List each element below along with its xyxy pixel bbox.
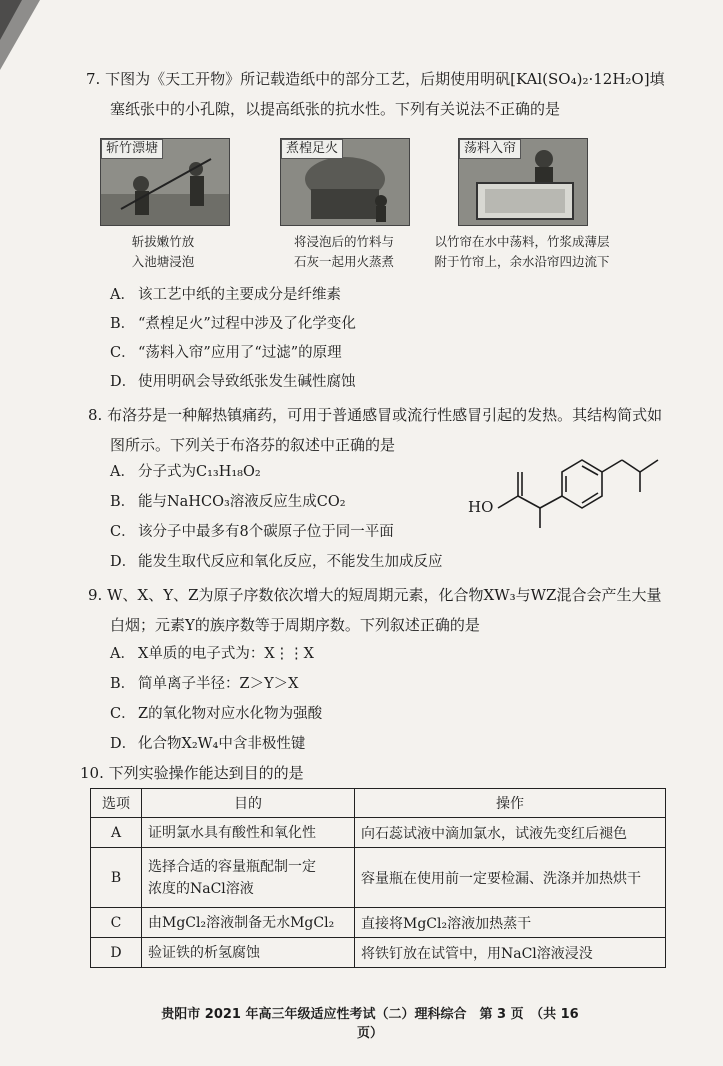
- q7-caption-1: [108, 232, 218, 272]
- q10-row-c-option: C: [91, 908, 142, 938]
- q8-option-d-label: D．: [110, 554, 137, 570]
- q8-option-c-text: 该分子中最多有8个碳原子位于同一平面: [138, 524, 394, 540]
- q7-option-b-label: B．: [110, 316, 136, 332]
- q8-option-b-text: 能与NaHCO₃溶液反应生成CO₂: [138, 494, 346, 510]
- q7-image-2-tag: 煮楻足火: [281, 139, 343, 159]
- q9-option-c-text: Z的氧化物对应水化物为强酸: [138, 706, 323, 722]
- q10-stem: [80, 758, 304, 788]
- q7-image-1-tag: 斩竹漂塘: [101, 139, 163, 159]
- q7-image-2: [280, 138, 410, 226]
- q8-stem-line2: 图所示。下列关于布洛芬的叙述中正确的是: [110, 436, 396, 454]
- q7-caption-3-line2: 附于竹帘上，余水沿帘四边流下: [434, 254, 610, 269]
- q7-option-d: [110, 370, 356, 394]
- q7-stem-text1: 下图为《天工开物》所记载造纸中的部分工艺，后期使用明矾[KAl(SO₄)₂·12H₂O]填: [105, 70, 665, 88]
- q7-option-c-label: C．: [110, 345, 136, 361]
- q10-table-header: [91, 789, 666, 818]
- ibuprofen-skeletal-formula: [468, 448, 668, 534]
- q10-header-option: 选项: [91, 789, 142, 818]
- q7-option-b-text: “煮楻足火”过程中涉及了化学变化: [138, 316, 356, 332]
- q9-stem-text1: W、X、Y、Z为原子序数依次增大的短周期元素，化合物XW₃与WZ混合会产生大量: [107, 586, 662, 604]
- q10-row-a-purpose-line1: 证明氯水具有酸性和氧化性: [148, 824, 316, 841]
- q10-row-d-option: D: [91, 938, 142, 968]
- table-row: [91, 818, 666, 848]
- q9-option-d-text: 化合物X₂W₄中含非极性键: [138, 736, 306, 752]
- q7-image-3-tag: 荡料入帘: [459, 139, 521, 159]
- q8-stem-line1: [88, 400, 662, 430]
- q7-image-3: [458, 138, 588, 226]
- q10-row-a-purpose: [142, 818, 355, 848]
- q7-option-b: [110, 312, 356, 336]
- q9-option-b-text: 简单离子半径：Z＞Y＞X: [138, 676, 299, 692]
- q10-row-c-operation: 直接将MgCl₂溶液加热蒸干: [355, 908, 666, 938]
- q9-option-c-label: C．: [110, 706, 136, 722]
- q8-option-b: [110, 490, 346, 514]
- table-row: [91, 908, 666, 938]
- q7-option-c: [110, 341, 342, 365]
- q9-option-d-label: D．: [110, 736, 137, 752]
- page-footer: 贵阳市 2021 年高三年级适应性考试（二）理科综合 第 3 页 （共 16 页）: [161, 1007, 579, 1041]
- q7-caption-2: [280, 232, 408, 272]
- q7-option-d-text: 使用明矾会导致纸张发生碱性腐蚀: [138, 374, 356, 390]
- q9-option-a: [110, 642, 314, 666]
- q10-row-b-option: B: [91, 848, 142, 908]
- q7-image-1: [100, 138, 230, 226]
- q7-number: 7.: [86, 70, 101, 88]
- q7-caption-2-line2: 石灰一起用火蒸煮: [293, 254, 394, 269]
- q9-stem-line2: 白烟；元素Y的族序数等于周期序数。下列叙述正确的是: [110, 616, 480, 634]
- q7-caption-3-line1: 以竹帘在水中荡料，竹浆成薄层: [434, 234, 610, 249]
- q8-option-d: [110, 550, 443, 574]
- q7-caption-1-line2: 入池塘浸泡: [131, 254, 195, 269]
- q10-row-a-option: A: [91, 818, 142, 848]
- q8-option-a-label: A．: [110, 464, 135, 480]
- ibuprofen-structure: [468, 448, 668, 534]
- q10-table: [90, 788, 666, 968]
- q9-stem-line1: [88, 580, 661, 610]
- q9-option-b: [110, 672, 298, 696]
- q9-option-c: [110, 702, 322, 726]
- q10-row-b-purpose-line1: 选择合适的容量瓶配制一定: [148, 858, 316, 875]
- table-row: [91, 938, 666, 968]
- q7-stem-line1: [86, 64, 665, 94]
- q8-option-d-text: 能发生取代反应和氧化反应，不能发生加成反应: [138, 554, 443, 570]
- q9-option-a-text: X单质的电子式为：X⋮⋮X: [138, 646, 314, 662]
- q8-option-a: [110, 460, 261, 484]
- q7-option-a: [110, 283, 341, 307]
- q8-number: 8.: [88, 406, 103, 424]
- q10-header-operation: 操作: [355, 789, 666, 818]
- q10-row-c-purpose-line1: 由MgCl₂溶液制备无水MgCl₂: [148, 914, 335, 931]
- q7-caption-3: [424, 232, 620, 272]
- q7-option-a-label: A．: [110, 287, 135, 303]
- table-row: [91, 848, 666, 908]
- q8-option-c: [110, 520, 394, 544]
- q7-caption-1-line1: 斩拔嫩竹放: [131, 234, 195, 249]
- q10-row-d-purpose-line1: 验证铁的析氢腐蚀: [148, 944, 260, 961]
- q10-row-b-purpose-line2: 浓度的NaCl溶液: [148, 880, 254, 897]
- q10-row-a-operation: 向石蕊试液中滴加氯水，试液先变红后褪色: [355, 818, 666, 848]
- q10-row-b-operation: 容量瓶在使用前一定要检漏、洗涤并加热烘干: [355, 848, 666, 908]
- q8-option-c-label: C．: [110, 524, 136, 540]
- q10-row-c-purpose: [142, 908, 355, 938]
- q7-option-c-text: “荡料入帘”应用了“过滤”的原理: [138, 345, 342, 361]
- q8-option-a-text: 分子式为C₁₃H₁₈O₂: [138, 464, 261, 480]
- ibuprofen-ho-label: HO: [468, 498, 494, 516]
- q7-option-a-text: 该工艺中纸的主要成分是纤维素: [138, 287, 341, 303]
- q9-option-a-label: A．: [110, 646, 135, 662]
- q10-number: 10.: [80, 764, 104, 782]
- corner-scan-artifact: [0, 0, 40, 70]
- q8-stem-text1: 布洛芬是一种解热镇痛药，可用于普通感冒或流行性感冒引起的发热。其结构简式如: [107, 406, 663, 424]
- q10-header-purpose: 目的: [142, 789, 355, 818]
- q9-number: 9.: [88, 586, 103, 604]
- q7-stem-line2: 塞纸张中的小孔隙，以提高纸张的抗水性。下列有关说法不正确的是: [110, 100, 561, 118]
- q7-option-d-label: D．: [110, 374, 137, 390]
- q10-row-d-operation: 将铁钉放在试管中，用NaCl溶液浸没: [355, 938, 666, 968]
- q10-row-b-purpose: [142, 848, 355, 908]
- q10-row-d-purpose: [142, 938, 355, 968]
- q7-caption-2-line1: 将浸泡后的竹料与: [293, 234, 394, 249]
- q10-stem-text: 下列实验操作能达到目的的是: [108, 764, 304, 782]
- q9-option-b-label: B．: [110, 676, 136, 692]
- q9-option-d: [110, 732, 305, 756]
- q8-option-b-label: B．: [110, 494, 136, 510]
